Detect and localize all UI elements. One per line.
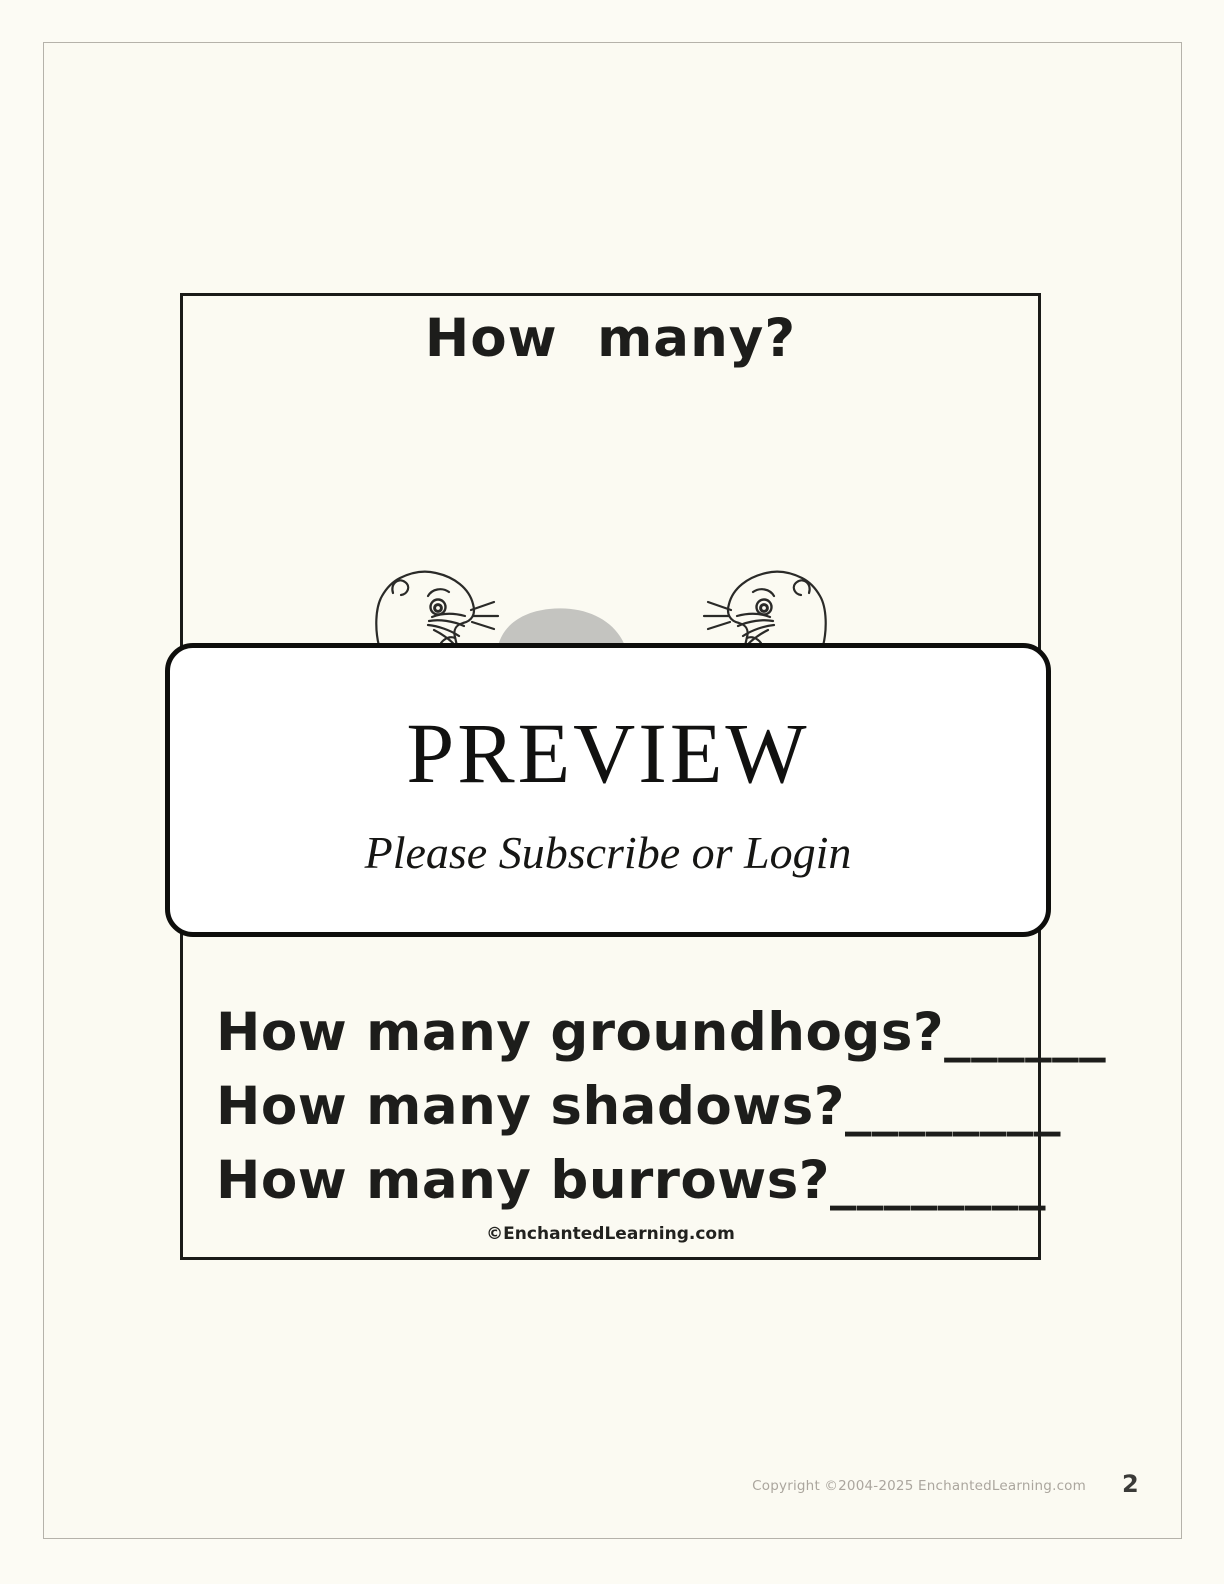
- worksheet-credit: ©EnchantedLearning.com: [486, 1224, 735, 1244]
- subscribe-or-login-link[interactable]: Please Subscribe or Login: [364, 827, 852, 878]
- worksheet-title: How many?: [424, 308, 797, 369]
- footer-copyright: Copyright ©2004-2025 EnchantedLearning.com: [752, 1478, 1086, 1494]
- groundhog-right-icon: [700, 566, 830, 646]
- groundhog-left-icon: [372, 566, 502, 646]
- preview-title: PREVIEW: [406, 705, 810, 801]
- question-groundhogs: How many groundhogs?______: [216, 1002, 1107, 1063]
- questions-block: [216, 996, 1107, 1218]
- groundhog-shadow-icon: [497, 608, 627, 646]
- question-shadows: How many shadows?________: [216, 1076, 1062, 1137]
- question-burrows: How many burrows?________: [216, 1150, 1047, 1211]
- page-number: 2: [1122, 1470, 1139, 1498]
- preview-overlay: [165, 643, 1051, 937]
